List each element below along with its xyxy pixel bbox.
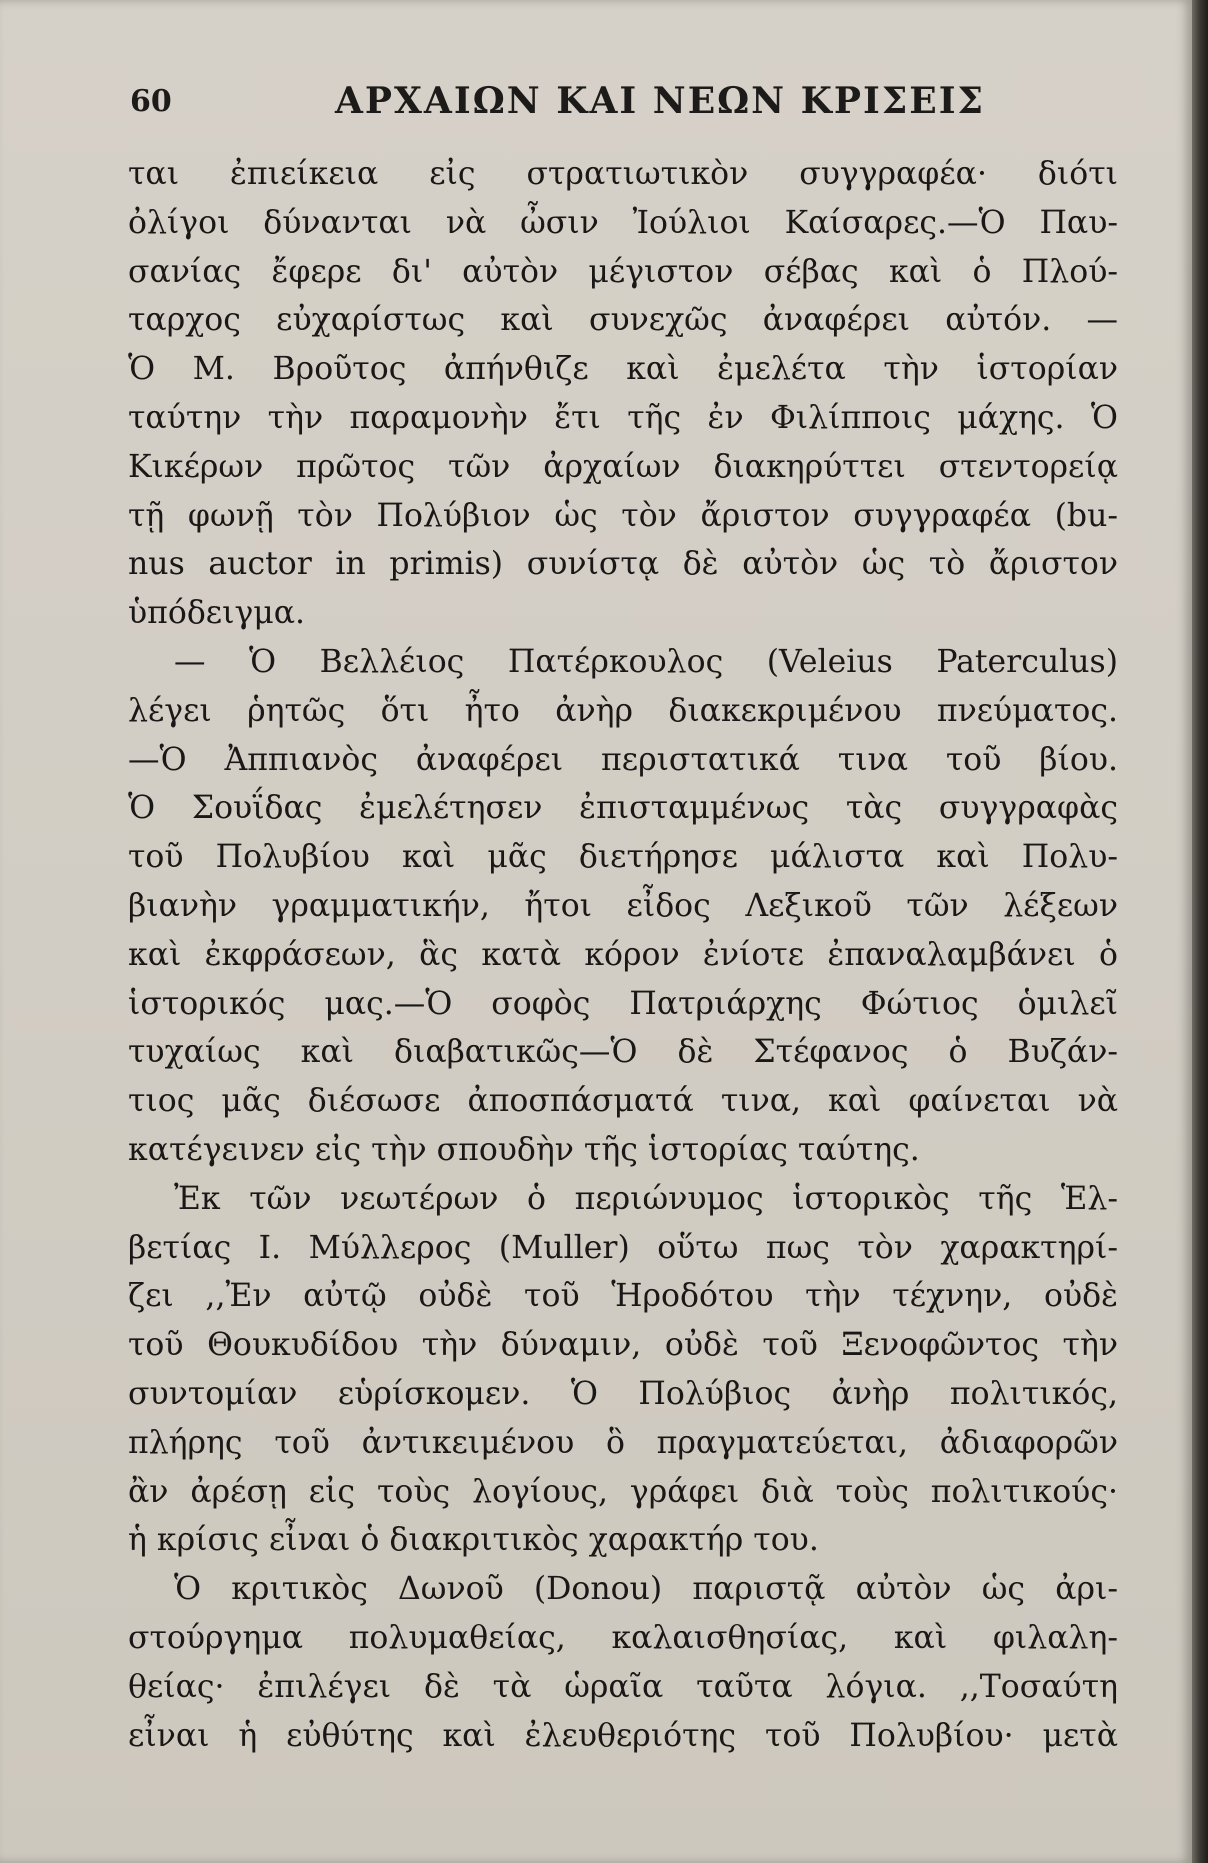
text-line: Ὁ Μ. Βροῦτος ἀπήνθιζε καὶ ἐμελέτα τὴν ἱστορίαν xyxy=(128,351,1118,388)
text-line: Ὁ Σουΐδας ἐμελέτησεν ἐπισταμμένως τὰς συγγραφὰς xyxy=(128,790,1118,827)
text-line: ὀλίγοι δύνανται νὰ ὦσιν Ἰούλιοι Καίσαρες.—Ὁ Παυ- xyxy=(128,204,1118,241)
text-line: καὶ ἐκφράσεων, ἃς κατὰ κόρον ἐνίοτε ἐπαναλαμβάνει ὁ xyxy=(128,936,1118,973)
text-line: τῇ φωνῇ τὸν Πολύβιον ὡς τὸν ἄριστον συγγραφέα (bu- xyxy=(128,497,1118,534)
running-title: ΑΡΧΑΙΩΝ ΚΑΙ ΝΕΩΝ ΚΡΙΣΕΙΣ xyxy=(335,80,985,122)
book-spine-shadow xyxy=(1192,0,1208,1863)
text-line: τυχαίως καὶ διαβατικῶς—Ὁ δὲ Στέφανος ὁ Βυζάν- xyxy=(128,1034,1118,1071)
text-line: στούργημα πολυμαθείας, καλαισθησίας, καὶ φιλαλη- xyxy=(128,1619,1118,1656)
text-line: ταρχος εὐχαρίστως καὶ συνεχῶς ἀναφέρει αὐτόν. — xyxy=(128,302,1118,339)
text-line: Κικέρων πρῶτος τῶν ἀρχαίων διακηρύττει στεντορείᾳ xyxy=(128,448,1118,485)
text-line: ταύτην τὴν παραμονὴν ἔτι τῆς ἐν Φιλίπποις μάχης. Ὁ xyxy=(128,399,1118,436)
text-line: πλήρης τοῦ ἀντικειμένου ὃ πραγματεύεται, ἀδιαφορῶν xyxy=(128,1424,1118,1461)
text-line: κατέγεινεν εἰς τὴν σπουδὴν τῆς ἱστορίας ταύτης. xyxy=(128,1131,920,1168)
text-line: ἂν ἀρέσῃ εἰς τοὺς λογίους, γράφει διὰ τοὺς πολιτικούς· xyxy=(128,1473,1118,1510)
text-line: ζει ,,Ἐν αὐτῷ οὐδὲ τοῦ Ἡροδότου τὴν τέχνην, οὐδὲ xyxy=(128,1278,1118,1315)
page-header xyxy=(130,80,1110,130)
text-line: Ἐκ τῶν νεωτέρων ὁ περιώνυμος ἱστορικὸς τῆς Ἑλ- xyxy=(174,1180,1118,1217)
text-line: Ὁ κριτικὸς Δωνοῦ (Donou) παριστᾷ αὐτὸν ὡς ἀρι- xyxy=(174,1571,1118,1608)
text-line: λέγει ῥητῶς ὅτι ἦτο ἀνὴρ διακεκριμένου πνεύματος. xyxy=(128,692,1118,729)
text-line: ται ἐπιείκεια εἰς στρατιωτικὸν συγγραφέα· διότι xyxy=(128,156,1118,192)
page-number: 60 xyxy=(130,84,172,119)
text-line: τιος μᾶς διέσωσε ἀποσπάσματά τινα, καὶ φαίνεται νὰ xyxy=(128,1083,1118,1120)
body-text xyxy=(128,150,1118,1760)
text-line: συντομίαν εὑρίσκομεν. Ὁ Πολύβιος ἀνὴρ πολιτικός, xyxy=(128,1375,1118,1412)
text-line: βιανὴν γραμματικήν, ἤτοι εἶδος Λεξικοῦ τῶν λέξεων xyxy=(128,887,1118,924)
text-line: σανίας ἔφερε δι' αὐτὸν μέγιστον σέβας καὶ ὁ Πλού- xyxy=(128,253,1118,290)
text-line: —Ὁ Ἀππιανὸς ἀναφέρει περιστατικά τινα τοῦ βίου. xyxy=(128,741,1118,778)
text-line: — Ὁ Βελλέιος Πατέρκουλος (Veleius Paterculus) xyxy=(174,643,1118,680)
text-line: nus auctor in primis) συνίστᾳ δὲ αὐτὸν ὡς τὸ ἄριστον xyxy=(128,546,1118,583)
text-line: τοῦ Πολυβίου καὶ μᾶς διετήρησε μάλιστα καὶ Πολυ- xyxy=(128,839,1118,876)
text-line: ἱστορικός μας.—Ὁ σοφὸς Πατριάρχης Φώτιος ὁμιλεῖ xyxy=(128,985,1118,1022)
text-line: ὑπόδειγμα. xyxy=(128,595,306,632)
text-line: εἶναι ἡ εὐθύτης καὶ ἐλευθεριότης τοῦ Πολυβίου· μετὰ xyxy=(128,1717,1118,1754)
text-line: βετίας Ι. Μύλλερος (Muller) οὕτω πως τὸν χαρακτηρί- xyxy=(128,1229,1118,1266)
text-line: τοῦ Θουκυδίδου τὴν δύναμιν, οὐδὲ τοῦ Ξενοφῶντος τὴν xyxy=(128,1327,1118,1364)
text-line: ἡ κρίσις εἶναι ὁ διακριτικὸς χαρακτήρ του. xyxy=(128,1522,819,1559)
text-line: θείας· ἐπιλέγει δὲ τὰ ὡραῖα ταῦτα λόγια. ,,Τοσαύτη xyxy=(128,1668,1118,1705)
